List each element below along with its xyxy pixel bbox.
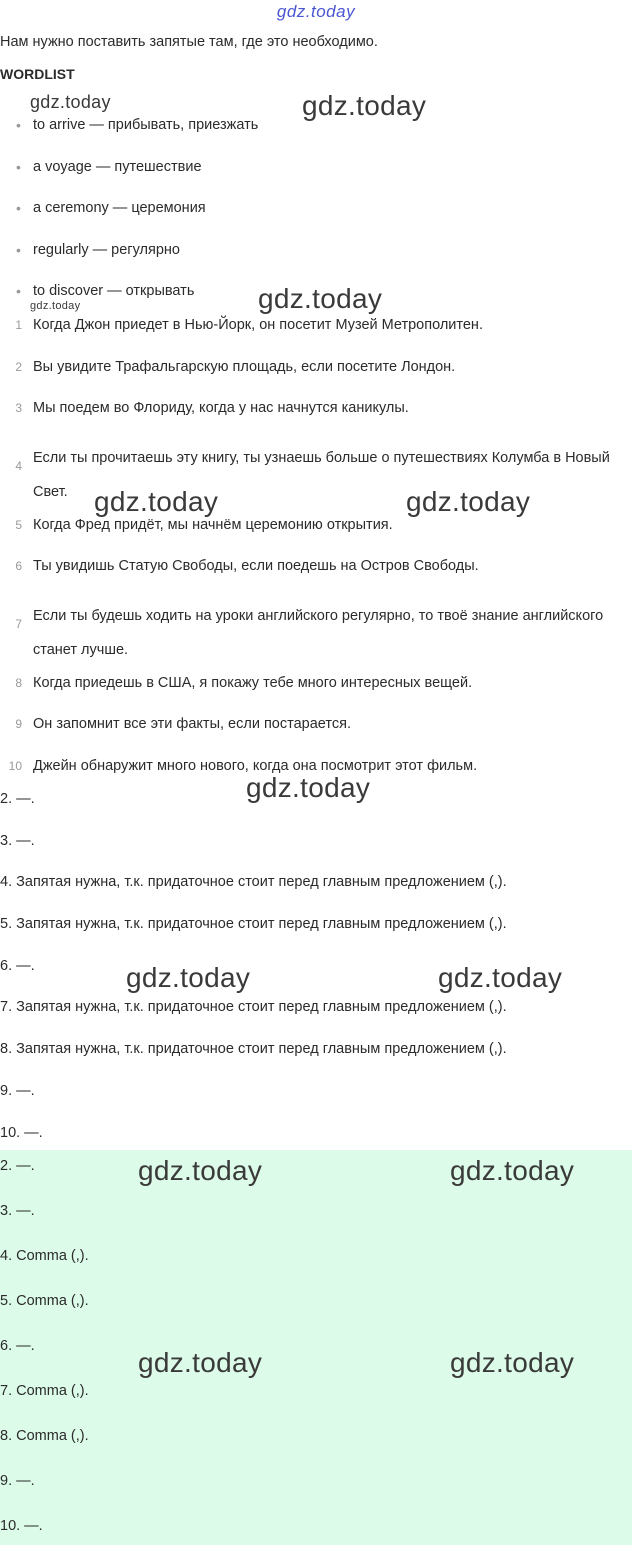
answer-item: 4. Comma (,).: [0, 1248, 89, 1264]
answer-item: 4. Запятая нужна, т.к. придаточное стоит перед главным предложением (,).: [0, 874, 507, 891]
sentence-number: 6: [15, 559, 22, 573]
wordlist-item: [16, 241, 258, 283]
answer-item: 2. —.: [0, 1158, 35, 1174]
watermark: gdz.today: [258, 283, 383, 314]
sentence-number: 5: [15, 517, 22, 532]
watermark: gdz.today: [450, 1347, 575, 1378]
sentence-item: [8, 399, 628, 417]
site-logo[interactable]: gdz.today: [276, 2, 356, 21]
watermark: gdz.today: [438, 962, 563, 993]
sentence-number: 10: [8, 758, 22, 773]
sentence-text: Он запомнит все эти факты, если постарается.: [33, 716, 351, 732]
answer-item: 9. —.: [0, 1082, 35, 1099]
answer-item: 7. Comma (,).: [0, 1383, 89, 1399]
watermark: gdz.today: [138, 1347, 263, 1378]
sentence-number: 3: [15, 401, 22, 415]
sentence-item: [8, 599, 628, 667]
bullet-icon: •: [16, 158, 21, 175]
sentence-text: Джейн обнаружит много нового, когда она посмотрит этот фильм.: [33, 757, 478, 774]
answer-item: 3. —.: [0, 1203, 35, 1219]
sentence-item: [8, 715, 628, 733]
sentence-number: 4: [15, 458, 22, 473]
answer-item: 5. Comma (,).: [0, 1293, 89, 1309]
bullet-icon: •: [16, 241, 21, 258]
bullet-icon: •: [16, 117, 21, 133]
answer-item: 9. —.: [0, 1473, 35, 1489]
watermark: gdz.today: [138, 1155, 263, 1186]
sentence-text: Когда Фред придёт, мы начнём церемонию открытия.: [33, 516, 393, 533]
sentence-item: [8, 358, 628, 376]
answer-item: 8. Comma (,).: [0, 1428, 89, 1444]
answer-item: 5. Запятая нужна, т.к. придаточное стоит перед главным предложением (,).: [0, 916, 507, 933]
sentence-list: [8, 316, 628, 798]
bullet-icon: •: [16, 283, 21, 299]
intro-text: Нам нужно поставить запятые там, где это необходимо.: [0, 34, 378, 50]
wordlist-item-text: a voyage — путешествие: [33, 158, 202, 175]
answers-russian: [0, 790, 507, 1165]
watermark: gdz.today: [126, 962, 251, 993]
wordlist-item: [16, 116, 258, 158]
wordlist-item: [16, 199, 258, 241]
bullet-icon: •: [16, 200, 21, 216]
sentence-number: 8: [15, 675, 22, 690]
sentence-text: Ты увидишь Статую Свободы, если поедешь на Остров Свободы.: [33, 558, 479, 574]
watermark: gdz.today: [246, 772, 371, 803]
sentence-number: 7: [15, 616, 22, 631]
sentence-text: Когда приедешь в США, я покажу тебе много интересных вещей.: [33, 674, 473, 691]
sentence-number: 2: [15, 359, 22, 374]
sentence-text: Когда Джон приедет в Нью-Йорк, он посетит Музей Метрополитен.: [33, 317, 483, 333]
answer-item: 6. —.: [0, 1338, 35, 1354]
sentence-item: [8, 516, 628, 534]
answer-item: 3. —.: [0, 832, 35, 849]
wordlist-heading: WORDLIST: [0, 66, 75, 82]
answer-item: 10. —.: [0, 1124, 43, 1141]
wordlist-item-text: a ceremony — церемония: [33, 200, 206, 216]
sentence-text: Вы увидите Трафальгарскую площадь, если посетите Лондон.: [33, 358, 456, 375]
sentence-text: Мы поедем во Флориду, когда у нас начнутся каникулы.: [33, 400, 409, 416]
wordlist: [16, 116, 258, 324]
wordlist-item-text: regularly — регулярно: [33, 241, 180, 258]
sentence-item: [8, 674, 628, 692]
answer-item: 2. —.: [0, 791, 35, 807]
wordlist-item: [16, 158, 258, 200]
sentence-text: Если ты будешь ходить на уроки английского регулярно, то твоё знание английского станет лучше.: [33, 607, 604, 658]
watermark: gdz.today: [94, 486, 219, 517]
wordlist-item-text: to arrive — прибывать, приезжать: [33, 117, 259, 133]
wordlist-item-text: to discover — открывать: [33, 283, 195, 299]
answer-item: 8. Запятая нужна, т.к. придаточное стоит перед главным предложением (,).: [0, 1041, 507, 1058]
watermark: gdz.today: [30, 300, 81, 312]
watermark: gdz.today: [406, 486, 531, 517]
sentence-number: 9: [15, 717, 22, 731]
answer-item: 10. —.: [0, 1518, 43, 1534]
watermark: gdz.today: [302, 90, 427, 121]
sentence-item: [8, 316, 628, 334]
sentence-item: [8, 557, 628, 575]
sentence-number: 1: [15, 318, 22, 332]
watermark: gdz.today: [450, 1155, 575, 1186]
answer-item: 6. —.: [0, 957, 35, 974]
watermark: gdz.today: [30, 92, 111, 112]
sentence-text: Если ты прочитаешь эту книгу, ты узнаешь больше о путешествиях Колумба в Новый Свет.: [33, 449, 610, 500]
answer-item: 7. Запятая нужна, т.к. придаточное стоит перед главным предложением (,).: [0, 999, 507, 1016]
